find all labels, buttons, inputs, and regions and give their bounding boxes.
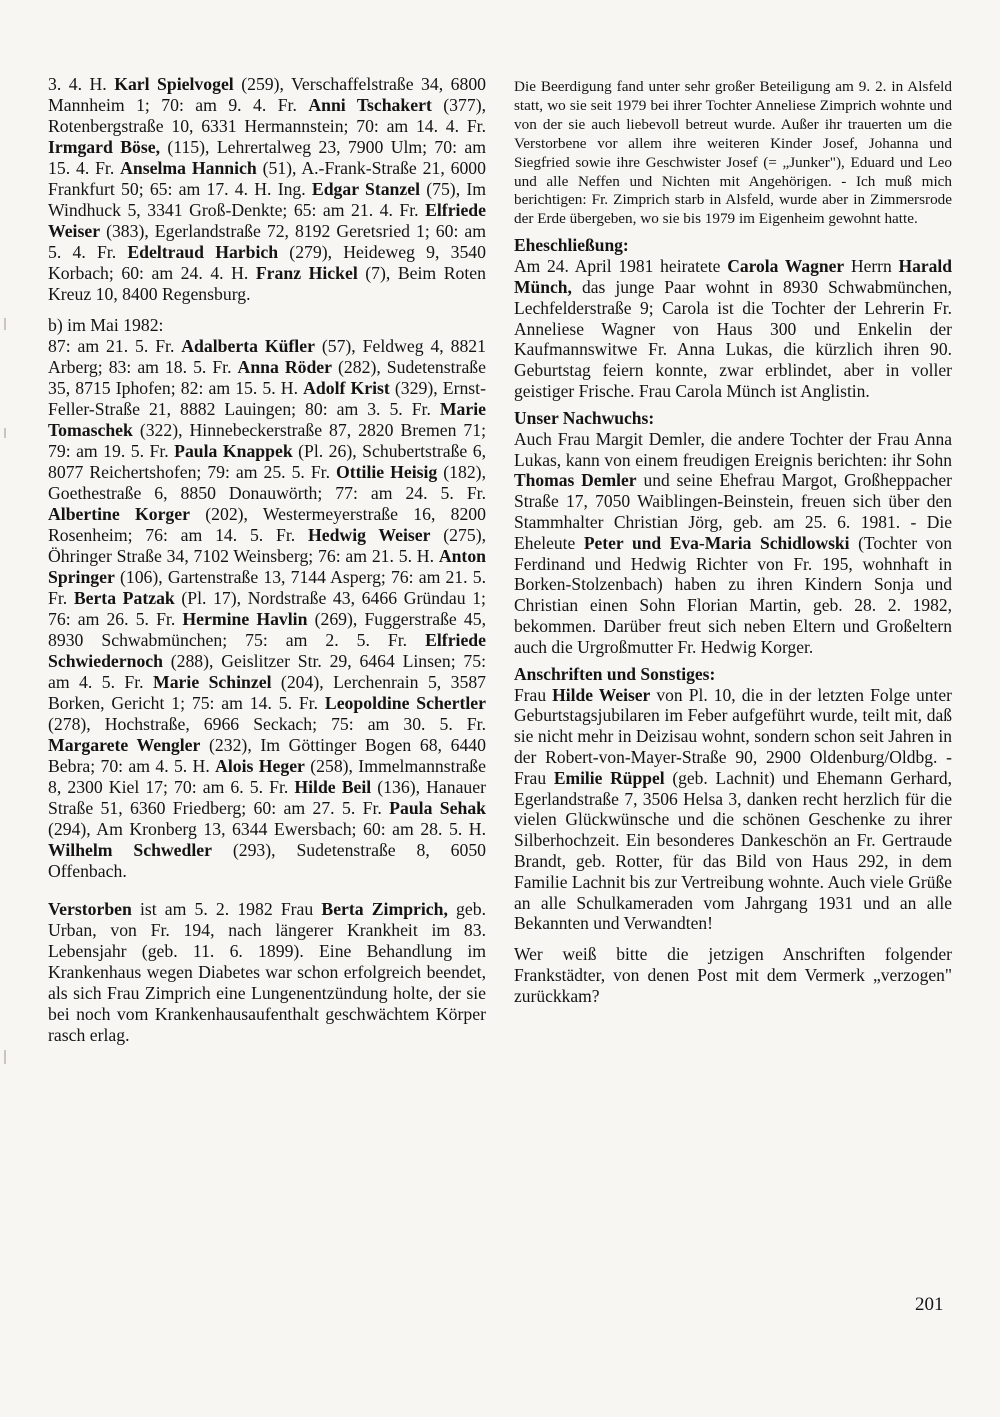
text-segment: ist am 5. 2. 1982 Frau bbox=[131, 899, 322, 919]
text-segment: (329), Ernst-Feller-Straße 21, 8882 Lauingen; 80: am 3. 5. Fr. bbox=[48, 378, 486, 419]
text-segment: Frau bbox=[514, 684, 553, 705]
text-segment: (136), Hanauer Straße 51, 6360 Friedberg; 60: am 27. 5. Fr. bbox=[48, 777, 487, 818]
left-column bbox=[48, 74, 486, 1046]
scan-margin-mark bbox=[4, 1050, 6, 1064]
text-segment: (322), Hinnebeckerstraße 87, 2820 Bremen 71; 79: am 19. 5. Fr. bbox=[48, 420, 486, 461]
person-name: Verstorben bbox=[48, 899, 132, 919]
deceased-paragraph bbox=[48, 899, 486, 1046]
text-segment: (Pl. 17), Nordstraße 43, 6466 Gründau 1; 76: am 26. 5. Fr. bbox=[48, 588, 486, 629]
offspring-heading: Unser Nachwuchs: bbox=[514, 407, 655, 428]
person-name: Edeltraud Harbich bbox=[127, 242, 279, 262]
offspring-paragraph bbox=[514, 429, 952, 658]
person-name: Irmgard Böse, bbox=[48, 137, 161, 157]
text-segment: das junge Paar wohnt in 8930 Schwabmünchen, Lechfelderstraße 9; Carola ist die Tochter der Lehrerin Fr. Anneliese Wagner von Haus 300 und Enkelin der Kaufmannswitwe Fr. Anna Lukas, die kürzlich ihren 90. Geburtstag feiern konnte, zwar erblindet, aber in voller geistiger Frische. Frau Carola Münch ist Anglistin. bbox=[514, 277, 952, 402]
person-name: Hilde Beil bbox=[294, 777, 372, 797]
addresses-heading: Anschriften und Sonstiges: bbox=[514, 663, 716, 684]
person-name: Anni Tschakert bbox=[308, 95, 432, 115]
person-name: Anselma Hannich bbox=[120, 158, 257, 178]
person-name: Paula Sehak bbox=[389, 798, 486, 818]
person-name: Wilhelm Schwedler bbox=[48, 840, 212, 860]
person-name: Emilie Rüppel bbox=[553, 767, 665, 788]
person-name: Anton Springer bbox=[48, 546, 486, 587]
addresses-paragraph bbox=[514, 685, 952, 935]
may-birthdays-paragraph bbox=[48, 336, 486, 882]
text-segment: und seine Ehefrau Margot, Großheppacher Straße 17, 7050 Waiblingen-Beinstein, freuen sich über den Stammhalter Christian Jörg, geb. am 25. 6. 1981. - Die Eheleute bbox=[514, 470, 952, 553]
person-name: Edgar Stanzel bbox=[311, 179, 421, 199]
text-segment: Auch Frau Margit Demler, die andere Tochter der Frau Anna Lukas, kann von einem freudigen Ereignis berichten: ihr Sohn bbox=[514, 428, 952, 470]
text-segment: (57), Feldweg 4, 8821 Arberg; 83: am 18. 5. Fr. bbox=[48, 336, 486, 377]
text-segment: (259), Verschaffelstraße 34, 6800 Mannheim 1; 70: am 9. 4. Fr. bbox=[48, 74, 487, 115]
person-name: Adolf Krist bbox=[303, 378, 390, 398]
person-name: Paula Knappek bbox=[174, 441, 293, 461]
person-name: Elfriede Weiser bbox=[48, 200, 486, 241]
page-number: 201 bbox=[915, 1294, 944, 1315]
person-name: Harald Münch, bbox=[514, 256, 953, 298]
person-name: Berta Patzak bbox=[73, 588, 175, 608]
may-birthdays-heading: b) im Mai 1982: bbox=[48, 315, 164, 335]
person-name: Marie Schinzel bbox=[153, 672, 272, 692]
person-name: Alois Heger bbox=[215, 756, 305, 776]
text-segment: (294), Am Kronberg 13, 6344 Ewersbach; 60: am 28. 5. H. bbox=[48, 819, 486, 839]
text-segment: (279), Heideweg 9, 3540 Korbach; 60: am 24. 4. H. bbox=[48, 242, 486, 283]
april-birthdays-paragraph bbox=[48, 74, 486, 305]
text-segment: (75), Im Windhuck 5, 3341 Groß-Denkte; 65: am 21. 4. Fr. bbox=[48, 179, 486, 220]
text-segment: (269), Fuggerstraße 45, 8930 Schwabmünchen; 75: am 2. 5. Fr. bbox=[48, 609, 487, 650]
text-segment: (288), Geislitzer Str. 29, 6464 Linsen; 75: am 4. 5. Fr. bbox=[48, 651, 486, 692]
person-name: Berta Zimprich, bbox=[321, 899, 448, 919]
text-segment: Herrn bbox=[844, 256, 899, 277]
scan-margin-mark bbox=[4, 428, 6, 438]
text-segment: (204), Lerchenrain 5, 3587 Borken, Gericht 1; 75: am 14. 5. Fr. bbox=[48, 672, 487, 713]
person-name: Margarete Wengler bbox=[48, 735, 201, 755]
person-name: Thomas Demler bbox=[514, 470, 637, 491]
text-segment: von Pl. 10, die in der letzten Folge unter Geburtstagsjubilaren im Feber aufgeführt wurde, teilt mit, daß sie nicht mehr in Deizisau wohnt, sondern schon seit Jahren in der Robert-von-Mayer-Straße 90, 2900 Oldenburg/Oldbg. - Frau bbox=[514, 684, 953, 788]
person-name: Peter und Eva-Maria Schidlowski bbox=[583, 532, 850, 553]
text-segment: 3. 4. H. bbox=[48, 74, 115, 94]
text-segment: (383), Egerlandstraße 72, 8192 Geretsried 1; 60: am 5. 4. Fr. bbox=[48, 221, 486, 262]
person-name: Adalberta Küfler bbox=[181, 336, 315, 356]
text-segment: (232), Im Göttinger Bogen 68, 6440 Bebra; 70: am 4. 5. H. bbox=[48, 735, 486, 776]
person-name: Hilde Weiser bbox=[552, 684, 651, 705]
text-segment: Am 24. April 1981 heiratete bbox=[514, 256, 728, 277]
person-name: Hermine Havlin bbox=[182, 609, 308, 629]
right-column bbox=[514, 78, 952, 1007]
question-paragraph: Wer weiß bitte die jetzigen Anschriften folgender Frankstädter, von denen Post mit dem Vermerk „verzogen" zurückkam? bbox=[514, 944, 952, 1006]
person-name: Anna Röder bbox=[237, 357, 333, 377]
person-name: Marie Tomaschek bbox=[48, 399, 486, 440]
text-segment: (182), Goethestraße 6, 8850 Donauwörth; 77: am 24. 5. Fr. bbox=[48, 462, 486, 503]
text-segment: (282), Sudetenstraße 35, 8715 Iphofen; 82: am 15. 5. H. bbox=[48, 357, 486, 398]
person-name: Ottilie Heisig bbox=[336, 462, 438, 482]
text-segment: geb. Urban, von Fr. 194, nach längerer Krankheit im 83. Lebensjahr (geb. 11. 6. 1899). Eine Behandlung im Krankenhaus wegen Diabetes war schon erfolgreich beendet, als sich Frau Zimprich eine Lungenentzündung holte, der sie bei noch vom Krankenhausaufenthalt geschwächtem Körper rasch erlag. bbox=[48, 899, 486, 1045]
person-name: Elfriede Schwiedernoch bbox=[48, 630, 486, 671]
text-segment: (51), A.-Frank-Straße 21, 6000 Frankfurt 50; 65: am 17. 4. H. Ing. bbox=[48, 158, 486, 199]
text-segment: (258), Immelmannstraße 8, 2300 Kiel 17; 70: am 6. 5. Fr. bbox=[48, 756, 487, 797]
text-segment: (115), Lehrertalweg 23, 7900 Ulm; 70: am 15. 4. Fr. bbox=[48, 137, 487, 178]
text-segment: (106), Gartenstraße 13, 7144 Asperg; 76: am 21. 5. Fr. bbox=[48, 567, 486, 608]
text-segment: (geb. Lachnit) und Ehemann Gerhard, Egerlandstraße 7, 3506 Helsa 3, danken recht herzlich für die vielen Glückwünsche und die schönen Geschenke zu ihrer Silberhochzeit. Ein besonderes Dankeschön an Fr. Gertraude Brandt, geb. Rotter, für das Bild von Haus 292, in dem Familie Lachnit bis zur Vertreibung wohnte. Auch viele Grüße an alle Schulkameraden vom Jahrgang 1931 und an alle Bekannten und Verwandten! bbox=[514, 767, 952, 934]
person-name: Hedwig Weiser bbox=[307, 525, 431, 545]
text-segment: (7), Beim Roten Kreuz 10, 8400 Regensburg. bbox=[48, 263, 486, 304]
marriage-paragraph bbox=[514, 256, 952, 402]
person-name: Albertine Korger bbox=[48, 504, 190, 524]
person-name: Karl Spielvogel bbox=[114, 74, 234, 94]
scan-margin-mark bbox=[4, 318, 6, 330]
person-name: Franz Hickel bbox=[255, 263, 358, 283]
text-segment: 87: am 21. 5. Fr. bbox=[48, 336, 182, 356]
text-segment: (275), Öhringer Straße 34, 7102 Weinsberg; 76: am 21. 5. H. bbox=[48, 525, 487, 566]
marriage-heading: Eheschließung: bbox=[514, 235, 629, 256]
person-name: Carola Wagner bbox=[727, 256, 845, 277]
text-segment: (Pl. 26), Schubertstraße 6, 8077 Reichertshofen; 79: am 25. 5. Fr. bbox=[48, 441, 487, 482]
text-segment: (Tochter von Ferdinand und Hedwig Richter von Fr. 195, wohnhaft in Borken-Stolzenbach) haben zu ihren Kindern Sonja und Christian einen Sohn Florian Martin, geb. 28. 2. 1982, bekommen. Darüber freut sich neben Eltern und Großeltern auch die Urgroßmutter Fr. Hedwig Korger. bbox=[514, 532, 952, 657]
text-segment: (377), Rotenbergstraße 10, 6331 Hermannstein; 70: am 14. 4. Fr. bbox=[48, 95, 487, 136]
text-segment: (202), Westermeyerstraße 16, 8200 Rosenheim; 76: am 14. 5. Fr. bbox=[48, 504, 486, 545]
funeral-paragraph: Die Beerdigung fand unter sehr großer Beteiligung am 9. 2. in Alsfeld statt, wo sie seit 1979 bei ihrer Tochter Anneliese Zimprich wohnte und von der sie auch liebevoll betreut wurde. Außer ihr trauerten um die Verstorbene vor allem ihre weiteren Kinder Josef, Johanna und Siegfried sowie ihre Geschwister Josef (= „Junker"), Eduard und Leo und alle Neffen und Nichten mit Angehörigen. - Ich muß mich berichtigen: Fr. Zimprich starb in Alsfeld, wurde aber in Zimmersrode der Erde übergeben, wo sie bis 1979 im Eigenheim gewohnt hatte. bbox=[514, 78, 952, 228]
text-segment: (293), Sudetenstraße 8, 6050 Offenbach. bbox=[48, 840, 487, 881]
person-name: Leopoldine Schertler bbox=[324, 693, 487, 713]
text-segment: (278), Hochstraße, 6966 Seckach; 75: am 30. 5. Fr. bbox=[48, 714, 486, 734]
